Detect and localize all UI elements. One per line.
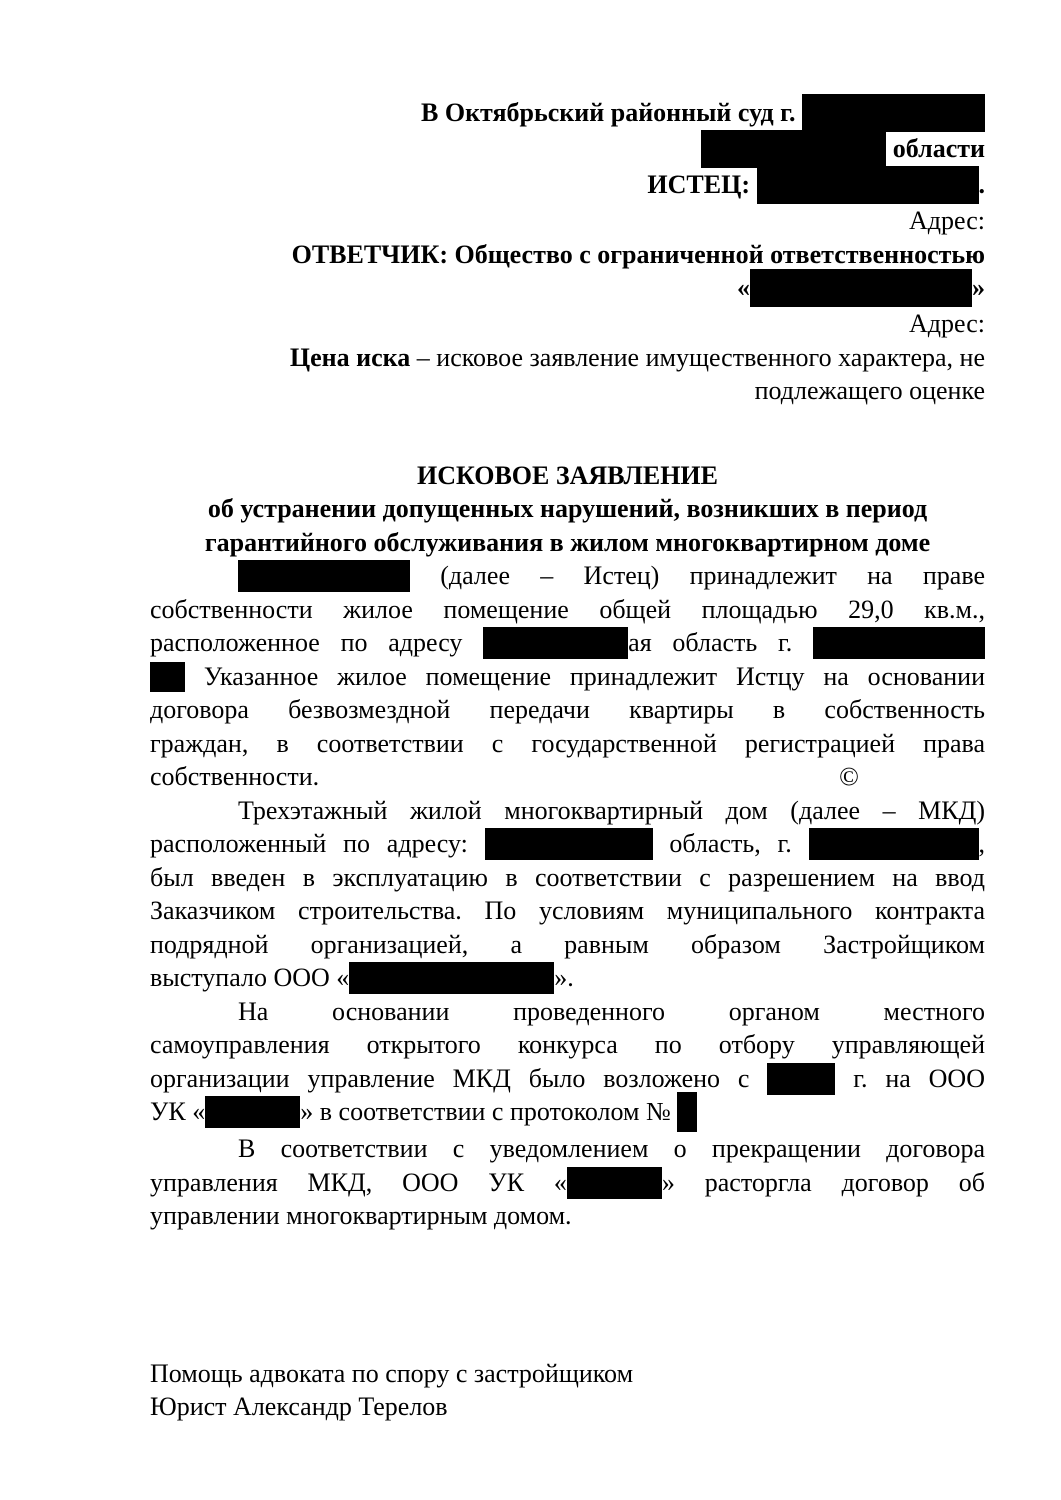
text-segment: собственности. bbox=[150, 762, 320, 792]
text-segment: Адрес: bbox=[909, 309, 985, 339]
document-line bbox=[150, 727, 985, 761]
redacted-text bbox=[813, 627, 985, 659]
text-segment: » расторгла договор об bbox=[661, 1167, 986, 1197]
text-segment: Трехэтажный жилой многоквартирный дом (далее – МКД) bbox=[238, 795, 985, 825]
redacted-text bbox=[677, 1092, 697, 1132]
document-line bbox=[150, 96, 985, 132]
text-segment: – исковое заявление имущественного характера, не bbox=[410, 342, 985, 372]
document-line bbox=[150, 995, 985, 1029]
court-header-block bbox=[150, 96, 985, 408]
redacted-text bbox=[349, 962, 554, 994]
text-segment: » в соответствии с протоколом № bbox=[300, 1097, 678, 1127]
document-line bbox=[150, 132, 985, 168]
text-segment: области bbox=[886, 134, 985, 164]
document-line bbox=[150, 271, 985, 307]
copyright-symbol: © bbox=[839, 762, 859, 792]
text-segment: ОТВЕТЧИК: Общество с ограниченной ответственностью bbox=[291, 239, 985, 269]
document-line bbox=[150, 374, 985, 408]
document-line bbox=[150, 238, 985, 272]
spacer bbox=[319, 784, 839, 785]
text-segment: » bbox=[972, 273, 985, 303]
document-line bbox=[150, 1132, 985, 1166]
redacted-text bbox=[205, 1096, 300, 1128]
text-segment: область, г. bbox=[652, 829, 809, 859]
document-line bbox=[150, 168, 985, 204]
text-segment: . bbox=[978, 170, 985, 200]
text-segment: расположенное по адресу bbox=[150, 628, 484, 658]
document-line bbox=[150, 1062, 985, 1096]
claim-title-block bbox=[150, 459, 985, 560]
text-segment: Помощь адвоката по спору с застройщиком bbox=[150, 1358, 634, 1388]
text-segment: В соответствии с уведомлением о прекращении договора bbox=[238, 1134, 985, 1164]
text-segment: ИСКОВОЕ ЗАЯВЛЕНИЕ bbox=[417, 460, 718, 490]
text-segment: Указанное жилое помещение принадлежит Истцу на основании bbox=[185, 661, 985, 691]
document-line bbox=[150, 307, 985, 341]
text-segment: В Октябрьский районный суд г. bbox=[421, 98, 802, 127]
redacted-text bbox=[701, 130, 886, 168]
text-segment: договора безвозмездной передачи квартиры в собственность bbox=[150, 695, 985, 725]
document-line bbox=[150, 794, 985, 828]
paragraph-4-block bbox=[150, 1132, 985, 1233]
text-segment: , bbox=[978, 829, 985, 859]
document-line bbox=[150, 459, 985, 493]
document-line bbox=[150, 861, 985, 895]
document-line bbox=[150, 894, 985, 928]
text-segment: об устранении допущенных нарушений, возникших в период bbox=[207, 494, 928, 524]
text-segment: Юрист Александр Терелов bbox=[150, 1392, 448, 1422]
text-segment: организации управление МКД было возложено с bbox=[150, 1063, 768, 1093]
text-segment: управлении многоквартирным домом. bbox=[150, 1201, 572, 1231]
document-line bbox=[150, 1390, 985, 1424]
text-segment: был введен в эксплуатацию в соответствии с разрешением на ввод bbox=[150, 862, 985, 892]
redacted-text bbox=[567, 1167, 662, 1199]
document-line bbox=[150, 204, 985, 238]
document-line bbox=[150, 593, 985, 627]
text-segment: « bbox=[737, 273, 750, 303]
document-line bbox=[150, 1357, 985, 1391]
text-segment: выступало ООО « bbox=[150, 963, 350, 993]
text-segment: ая область г. bbox=[628, 628, 813, 658]
redacted-text bbox=[483, 627, 628, 659]
text-segment: расположенный по адресу: bbox=[150, 829, 485, 859]
document-line bbox=[150, 626, 985, 660]
text-segment: гарантийного обслуживания в жилом многоквартирном доме bbox=[204, 527, 931, 557]
text-segment: Адрес: bbox=[909, 206, 985, 236]
paragraph-1-block bbox=[150, 559, 985, 794]
text-segment: г. на ООО bbox=[835, 1063, 985, 1093]
text-segment: ИСТЕЦ: bbox=[647, 170, 757, 200]
redacted-text bbox=[238, 560, 410, 592]
document-line bbox=[150, 660, 985, 694]
redacted-text bbox=[757, 166, 979, 204]
document-line bbox=[150, 341, 985, 375]
text-segment: Цена иска bbox=[289, 342, 411, 372]
document-line bbox=[150, 693, 985, 727]
text-segment: подлежащего оценке bbox=[754, 376, 985, 406]
document-line bbox=[150, 559, 985, 593]
text-segment: собственности жилое помещение общей площадью 29,0 кв.м., bbox=[150, 594, 985, 624]
document-line bbox=[150, 1199, 985, 1233]
document-line bbox=[150, 1095, 985, 1132]
document-line bbox=[150, 1166, 985, 1200]
document-line bbox=[150, 1028, 985, 1062]
text-segment: ». bbox=[554, 963, 574, 993]
paragraph-3-block bbox=[150, 995, 985, 1133]
text-segment: подрядной организацией, а равным образом Застройщиком bbox=[150, 929, 985, 959]
redacted-text bbox=[802, 94, 985, 132]
text-segment: На основании проведенного органом местного bbox=[238, 996, 985, 1026]
document-line bbox=[150, 961, 985, 995]
document-line bbox=[150, 526, 985, 560]
document-line bbox=[150, 928, 985, 962]
text-segment: Заказчиком строительства. По условиям муниципального контракта bbox=[150, 896, 985, 926]
paragraph-2-block bbox=[150, 794, 985, 995]
document-line bbox=[150, 827, 985, 861]
document-line bbox=[150, 760, 985, 794]
redacted-text bbox=[485, 828, 653, 860]
redacted-text bbox=[750, 269, 972, 307]
redacted-text bbox=[767, 1063, 835, 1095]
text-segment: граждан, в соответствии с государственной регистрацией права bbox=[150, 728, 985, 758]
redacted-text bbox=[809, 828, 979, 860]
text-segment: УК « bbox=[150, 1097, 206, 1127]
redacted-text bbox=[150, 662, 185, 692]
text-segment: самоуправления открытого конкурса по отбору управляющей bbox=[150, 1030, 985, 1060]
footer-block bbox=[150, 1357, 985, 1424]
text-segment: (далее – Истец) принадлежит на праве bbox=[410, 561, 985, 591]
document-line bbox=[150, 492, 985, 526]
text-segment: управления МКД, ООО УК « bbox=[150, 1167, 567, 1197]
